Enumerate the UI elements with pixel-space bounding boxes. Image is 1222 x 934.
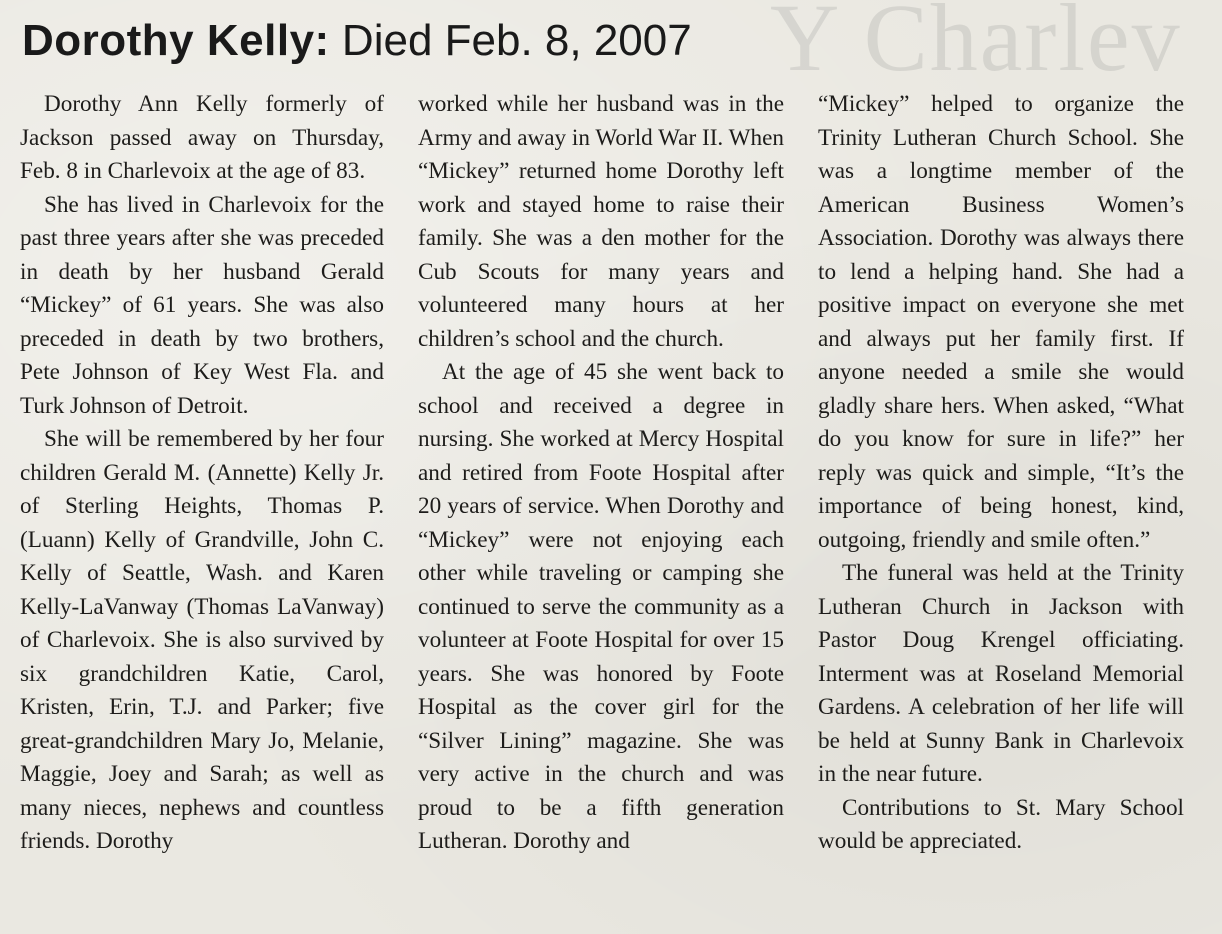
paragraph-intro: Dorothy Ann Kelly formerly of Jackson passed away on Thursday, Feb. 8 in Charlevoix at the age of 83. bbox=[20, 91, 384, 184]
headline-name: Dorothy Kelly: bbox=[22, 16, 330, 65]
paragraph-family-life: worked while her husband was in the Army and away in World War II. When “Mickey” returned home Dorothy left work and stayed home to raise their family. She was a den mother for the Cub Scouts for many years and volunteered many hours at her children’s school and the church. bbox=[418, 91, 784, 352]
paragraph-survivors: She will be remembered by her four children Gerald M. (Annette) Kelly Jr. of Sterling Heights, Thomas P. (Luann) Kelly of Grandville, John C. Kelly of Seattle, Wash. and Karen Kelly-LaVanway (Thomas LaVanway) of Charlevoix. She is also survived by six grandchildren Katie, Carol, Kristen, Erin, T.J. and Parker; five great-grandchildren Mary Jo, Melanie, Maggie, Joey and Sarah; as well as many nieces, nephews and countless friends. Dorothy bbox=[20, 426, 384, 854]
paragraph-preceded: She has lived in Charlevoix for the past three years after she was preceded in death by her husband Gerald “Mickey” of 61 years. She was also preceded in death by two brothers, Pete Johnson of Key West Fla. and Turk Johnson of Detroit. bbox=[20, 191, 384, 419]
paragraph-contributions: Contributions to St. Mary School would be appreciated. bbox=[818, 794, 1184, 854]
paragraph-career: At the age of 45 she went back to school and received a degree in nursing. She worked at Mercy Hospital and retired from Foote Hospital after 20 years of service. When Dorothy and “Mickey” were not enjoying each other while traveling or camping she continued to serve the community as a volunteer at Foote Hospital for over 15 years. She was honored by Foote Hospital as the cover girl for the “Silver Lining” magazine. She was very active in the church and was proud to be a fifth generation Lutheran. Dorothy and bbox=[418, 359, 784, 854]
obituary-headline bbox=[22, 14, 692, 68]
article-column-3 bbox=[818, 88, 1184, 859]
article-column-2 bbox=[418, 88, 784, 859]
bleed-through-decoration: Y Charlev bbox=[770, 0, 1182, 91]
paragraph-funeral: The funeral was held at the Trinity Lutheran Church in Jackson with Pastor Doug Krengel officiating. Interment was at Roseland Memorial Gardens. A celebration of her life will be held at Sunny Bank in Charlevoix in the near future. bbox=[818, 560, 1184, 787]
headline-death-date: Died Feb. 8, 2007 bbox=[329, 16, 692, 65]
paragraph-community: “Mickey” helped to organize the Trinity Lutheran Church School. She was a longtime member of the American Business Women’s Association. Dorothy was always there to lend a helping hand. She had a positive impact on everyone she met and always put her family first. If anyone needed a smile she would gladly share hers. When asked, “What do you know for sure in life?” her reply was quick and simple, “It’s the importance of being honest, kind, outgoing, friendly and smile often.” bbox=[818, 91, 1184, 553]
article-column-1 bbox=[20, 88, 384, 859]
